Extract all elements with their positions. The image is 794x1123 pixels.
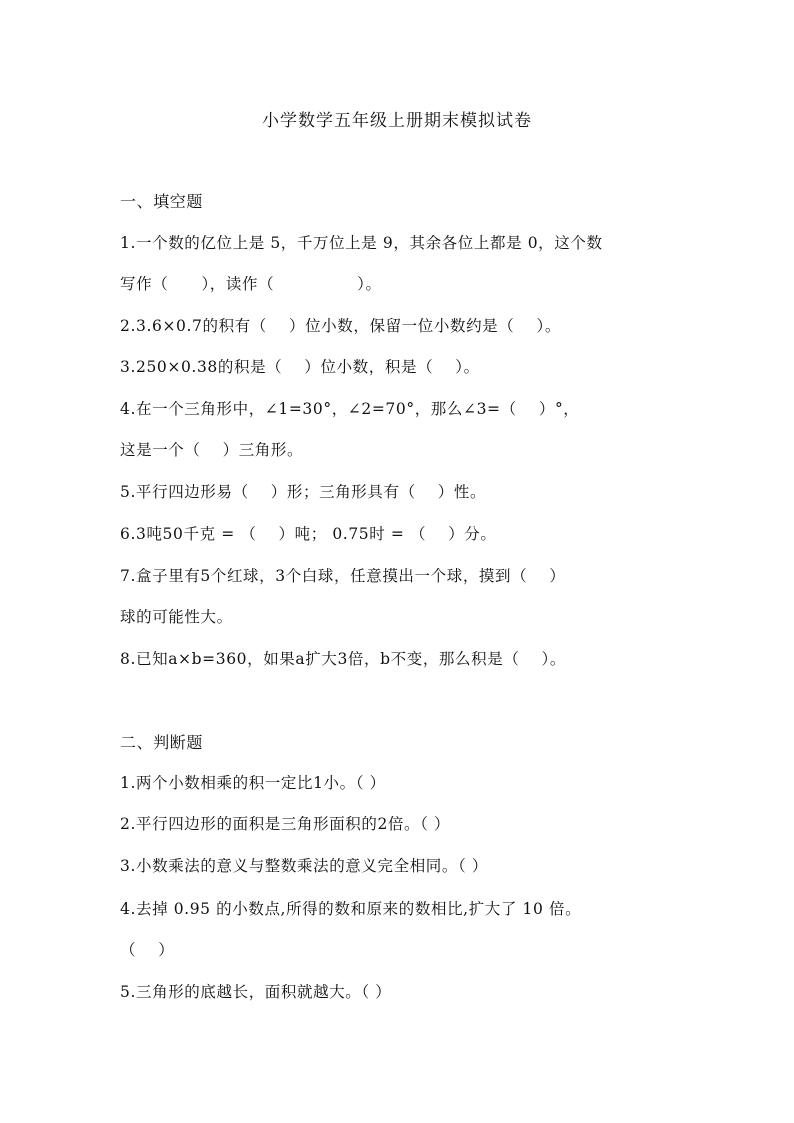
question-line: 4.在一个三角形中，∠1=30°，∠2=70°，那么∠3=（ ）°，	[120, 400, 580, 418]
question-line: 7.盒子里有5个红球，3个白球，任意摸出一个球，摸到（ ）	[120, 567, 566, 585]
question-line: 4.去掉 0.95 的小数点,所得的数和原来的数相比,扩大了 10 倍。	[120, 900, 582, 918]
question-line: 1.一个数的亿位上是 5，千万位上是 9，其余各位上都是 0，这个数	[120, 234, 603, 252]
question-line: 这是一个（ ）三角形。	[120, 441, 304, 459]
question-line: 5.平行四边形易（ ）形；三角形具有（ ）性。	[120, 483, 487, 501]
question-line: 写作（ ），读作（ ）。	[120, 275, 382, 293]
question-line: 球的可能性大。	[120, 608, 233, 626]
page-title: 小学数学五年级上册期末模拟试卷	[262, 111, 532, 131]
question-line: 2.平行四边形的面积是三角形面积的2倍。（ ）	[120, 815, 451, 833]
section-heading-true-false: 二、判断题	[120, 733, 204, 752]
question-line: （ ）	[120, 941, 175, 959]
question-line: 1.两个小数相乘的积一定比1小。（ ）	[120, 774, 386, 792]
question-line: 2.3.6×0.7的积有（ ）位小数，保留一位小数约是（ ）。	[120, 317, 561, 335]
question-line: 8.已知a×b=360，如果a扩大3倍，b不变，那么积是（ ）。	[120, 650, 566, 668]
question-line: 5.三角形的底越长，面积就越大。（ ）	[120, 983, 392, 1001]
question-line: 3.小数乘法的意义与整数乘法的意义完全相同。（ ）	[120, 857, 488, 875]
question-line: 3.250×0.38的积是（ ）位小数，积是（ ）。	[120, 358, 480, 376]
question-line: 6.3吨50千克 = （ ）吨； 0.75时 = （ ）分。	[120, 525, 497, 543]
section-heading-fill-in: 一、填空题	[120, 192, 204, 211]
